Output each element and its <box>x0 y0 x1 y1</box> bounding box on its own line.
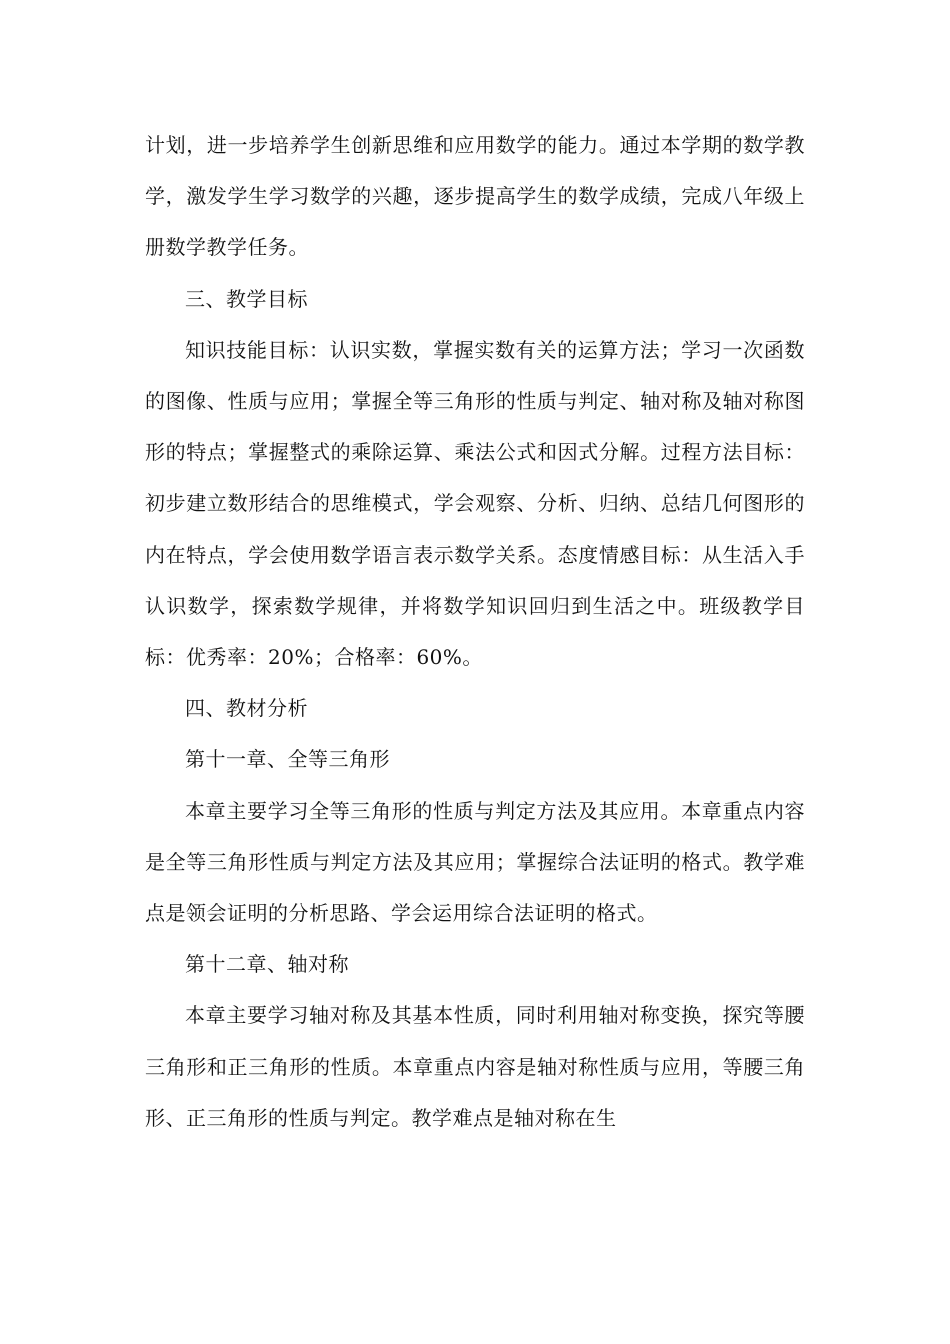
paragraph-continuation: 计划，进一步培养学生创新思维和应用数学的能力。通过本学期的数学教学，激发学生学习数学的兴趣，逐步提高学生的数学成绩，完成八年级上册数学教学任务。 <box>145 133 805 260</box>
paragraph-chapter-12: 本章主要学习轴对称及其基本性质，同时利用轴对称变换，探究等腰三角形和正三角形的性质。本章重点内容是轴对称性质与应用，等腰三角形、正三角形的性质与判定。教学难点是轴对称在生 <box>145 1003 805 1130</box>
document-body <box>145 120 805 1144</box>
section-heading-textbook-analysis: 四、教材分析 <box>185 696 308 721</box>
chapter-heading-12: 第十二章、轴对称 <box>185 952 349 977</box>
chapter-heading-11: 第十一章、全等三角形 <box>185 747 390 772</box>
paragraph-teaching-goals: 知识技能目标：认识实数，掌握实数有关的运算方法；学习一次函数的图像、性质与应用；掌握全等三角形的性质与判定、轴对称及轴对称图形的特点；掌握整式的乘除运算、乘法公式和因式分解。过程方法目标：初步建立数形结合的思维模式，学会观察、分析、归纳、总结几何图形的内在特点，学会使用数学语言表示数学关系。态度情感目标：从生活入手认识数学，探索数学规律，并将数学知识回归到生活之中。班级教学目标：优秀率：20%；合格率：60%。 <box>145 337 805 670</box>
paragraph-chapter-11: 本章主要学习全等三角形的性质与判定方法及其应用。本章重点内容是全等三角形性质与判定方法及其应用；掌握综合法证明的格式。教学难点是领会证明的分析思路、学会运用综合法证明的格式。 <box>145 798 805 926</box>
section-heading-teaching-goals: 三、教学目标 <box>185 286 308 311</box>
